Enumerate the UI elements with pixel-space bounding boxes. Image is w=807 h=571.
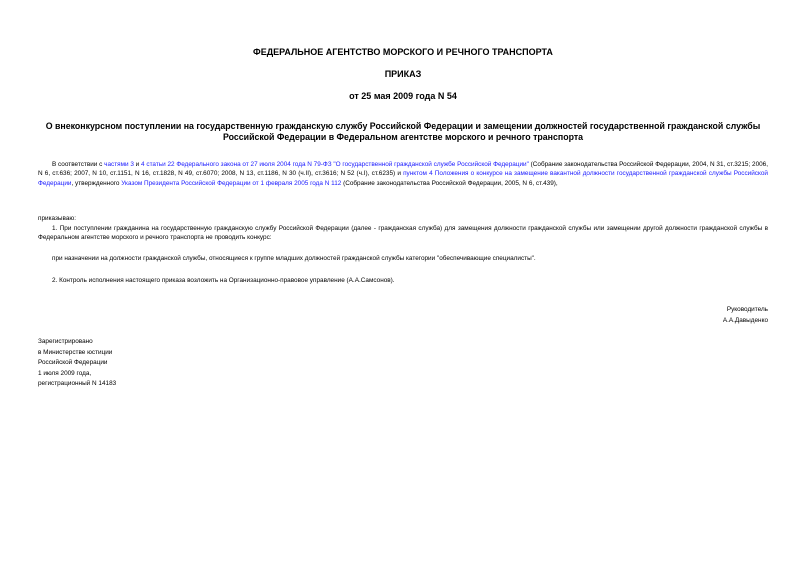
preamble-paragraph <box>38 160 768 188</box>
link-regulation-point-4[interactable]: пунктом 4 Положения о конкурсе на замещение вакантной должности государственной гражданской службы Российской Федерации <box>38 170 768 187</box>
preamble-text-1: В соответствии с <box>52 161 105 168</box>
document-title: О внеконкурсном поступлении на государственную гражданскую службу Российской Федерации и замещении должностей государственной гражданской службы Российской Федерации в Федеральном агентстве морского и речного транспорта <box>45 121 761 142</box>
link-federal-law-79fz[interactable]: 4 статьи 22 Федерального закона от 27 июля 2004 года N 79-ФЗ "О государственной гражданской службе Российской Федерации" <box>141 161 529 168</box>
document-date-number: от 25 мая 2009 года N 54 <box>349 91 457 101</box>
signatory-name: А.А.Давыденко <box>722 317 768 324</box>
agency-name: ФЕДЕРАЛЬНОЕ АГЕНТСТВО МОРСКОГО И РЕЧНОГО ТРАНСПОРТА <box>253 47 553 57</box>
registration-line-2: в Министерстве юстиции <box>38 348 113 356</box>
registration-line-4: 1 июля 2009 года, <box>38 369 92 377</box>
preamble-text-2: и <box>133 161 142 168</box>
registration-line-3: Российской Федерации <box>38 359 108 367</box>
registration-line-5: регистрационный N 14183 <box>38 380 117 388</box>
document-type: ПРИКАЗ <box>384 69 422 79</box>
order-item-1-subpoint: при назначении на должности гражданской службы, относящиеся к группе младших должностей гражданской службы категории "обеспечивающие специалисты". <box>52 255 536 262</box>
document-body <box>38 0 768 571</box>
signatory-position: Руководитель <box>726 306 768 313</box>
order-item-2: 2. Контроль исполнения настоящего приказа возложить на Организационно-правовое управление (А.А.Самсонов). <box>52 277 395 284</box>
link-law-part-3[interactable]: частями 3 <box>104 161 134 168</box>
link-presidential-decree-112[interactable]: Указом Президента Российской Федерации от 1 февраля 2005 года N 112 <box>121 179 342 187</box>
registration-line-1: Зарегистрировано <box>38 338 93 345</box>
preamble-text-4: , утвержденного <box>71 179 122 187</box>
order-word: приказываю: <box>38 215 76 222</box>
order-item-1: 1. При поступлении гражданина на государственную гражданскую службу Российской Федерации (далее - гражданская служба) для замещения должности гражданской службы или замещении другой должности гражданской службы в Федеральном агентстве морского и речного транспорта не проводить конкурс: <box>38 225 768 242</box>
registration-block <box>38 337 116 390</box>
signature-block <box>568 304 768 326</box>
preamble-text-3: (Собрание законодательства Российской Федерации, 2004, N 31, ст.3215; 2006, N 6, ст.636; 2007, N 10, ст.1151, N 16, ст.1828, N 49, ст.6070; 2008, N 13, ст.1186, N 30 (ч.II), ст.3616; N 52 (ч.I), ст.6235) и <box>38 161 769 178</box>
preamble-text-5: (Собрание законодательства Российской Федерации, 2005, N 6, ст.439), <box>341 179 558 187</box>
